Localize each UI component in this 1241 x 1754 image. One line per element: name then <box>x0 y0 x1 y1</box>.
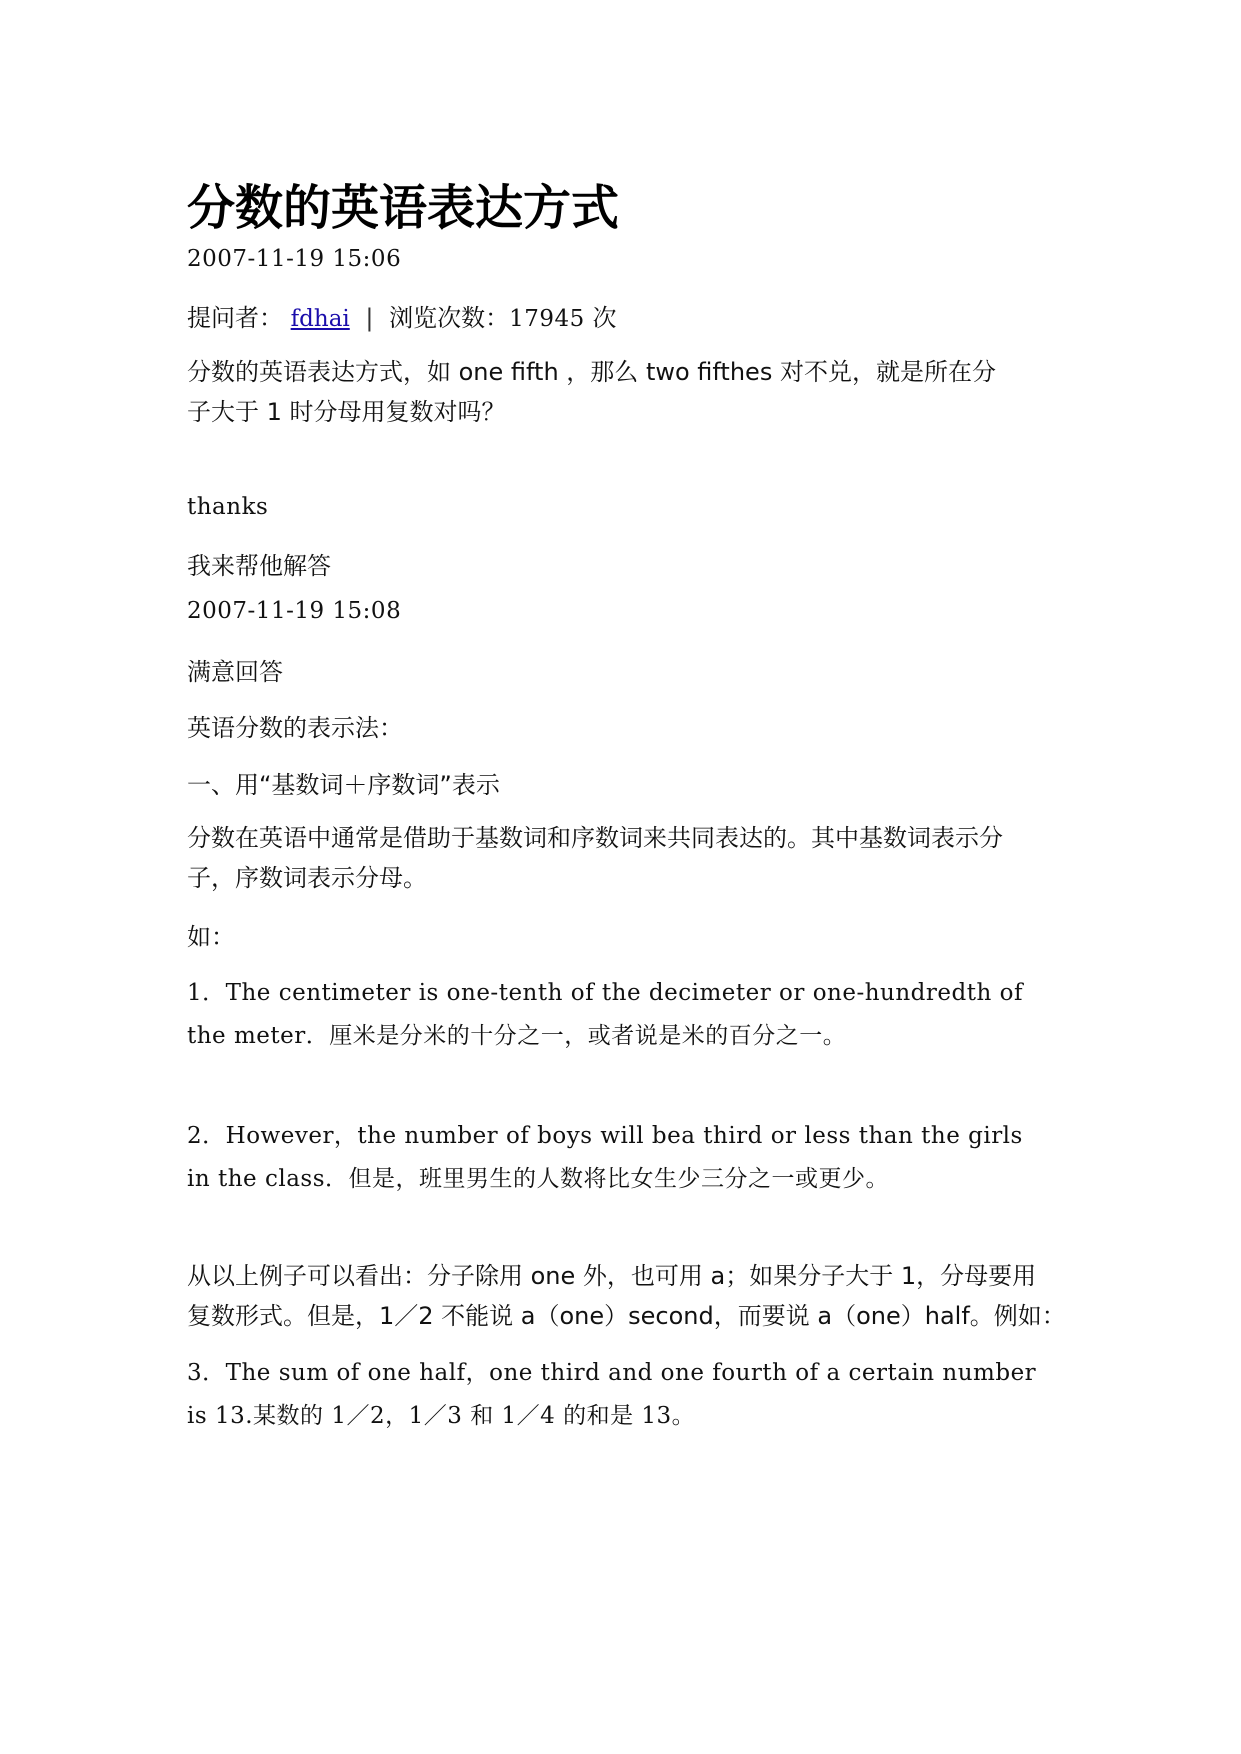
example-line: the meter．厘米是分米的十分之一，或者说是米的百分之一。 <box>187 1023 847 1049</box>
example-2 <box>187 1115 1023 1201</box>
answer-heading: 英语分数的表示法： <box>187 714 403 742</box>
views-unit: 次 <box>592 304 617 332</box>
question-meta <box>187 298 616 333</box>
example-line: in the class．但是，班里男生的人数将比女生少三分之一或更少。 <box>187 1166 890 1192</box>
answer-datetime: 2007-11-19 15:08 <box>187 598 402 624</box>
paragraph-line: 子，序数词表示分母。 <box>187 864 427 892</box>
question-datetime: 2007-11-19 15:06 <box>187 246 402 272</box>
question-body <box>187 356 996 428</box>
example-1 <box>187 972 1023 1058</box>
views-label: 浏览次数： <box>389 304 510 332</box>
example-line: 3．The sum of one half，one third and one fourth of a certain number <box>187 1360 1037 1386</box>
section-heading: 一、用“基数词＋序数词”表示 <box>187 771 500 799</box>
asker-label: 提问者： <box>187 304 283 332</box>
paragraph-line: 分数在英语中通常是借助于基数词和序数词来共同表达的。其中基数词表示分 <box>187 824 1003 852</box>
question-body-line: 子大于 1 时分母用复数对吗？ <box>187 398 506 426</box>
example-line: 2．However，the number of boys will bea third or less than the girls <box>187 1123 1023 1149</box>
paragraph-line: 从以上例子可以看出：分子除用 one 外，也可用 a；如果分子大于 1，分母要用 <box>187 1262 1037 1290</box>
question-body-line: 分数的英语表达方式，如 one fifth ，那么 two fifthes 对不兑，就是所在分 <box>187 358 996 386</box>
best-answer-label: 满意回答 <box>187 658 283 686</box>
example-line: 1．The centimeter is one-tenth of the decimeter or one-hundredth of <box>187 980 1023 1006</box>
answer-paragraph <box>187 822 1003 894</box>
answer-paragraph <box>187 1260 1066 1332</box>
paragraph-line: 复数形式。但是，1／2 不能说 a（one）second，而要说 a（one）half。例如： <box>187 1302 1066 1330</box>
help-answer-link[interactable]: 我来帮他解答 <box>187 552 331 580</box>
asker-name-link[interactable]: fdhai <box>290 306 350 332</box>
views-count: 17945 <box>509 306 585 332</box>
example-label: 如： <box>187 923 235 951</box>
example-line: is 13.某数的 1／2，1／3 和 1／4 的和是 13。 <box>187 1403 696 1429</box>
example-3 <box>187 1352 1036 1438</box>
page-title: 分数的英语表达方式 <box>187 180 620 236</box>
meta-separator: | <box>365 304 374 332</box>
question-thanks: thanks <box>187 494 269 520</box>
